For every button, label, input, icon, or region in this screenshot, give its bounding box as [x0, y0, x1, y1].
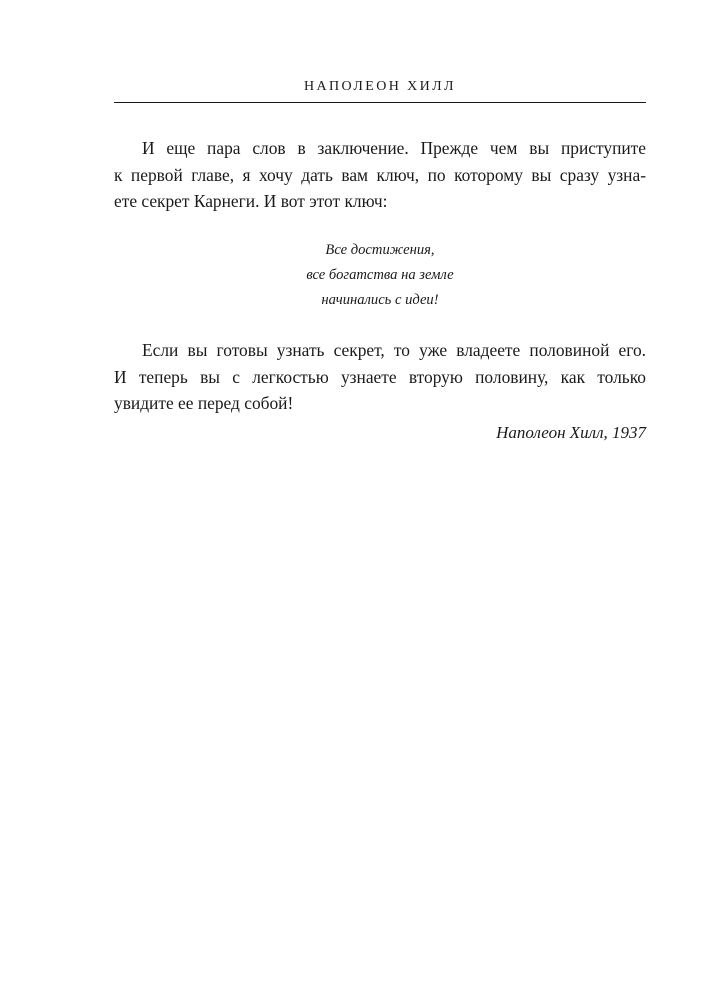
paragraph-conclusion [114, 337, 646, 417]
author-signature: Наполеон Хилл, 1937 [496, 423, 646, 442]
paragraph-line: к первой главе, я хочу дать вам ключ, по которому вы сразу узна- [114, 164, 646, 185]
paragraph-intro [114, 135, 646, 215]
epigraph-line: все богатства на земле [306, 267, 454, 283]
epigraph-line: Все достижения, [325, 242, 435, 258]
epigraph-line: начинались с идеи! [321, 292, 439, 308]
paragraph-line: Если вы готовы узнать секрет, то уже владеете половиной его. [142, 340, 646, 360]
running-head-title: НАПОЛЕОН ХИЛЛ [304, 79, 456, 94]
paragraph-line: И еще пара слов в заключение. Прежде чем вы приступите [142, 138, 646, 158]
paragraph-line: ете секрет Карнеги. И вот этот ключ: [114, 191, 388, 211]
epigraph-quote [114, 238, 646, 313]
header-rule [114, 102, 646, 103]
paragraph-line: И теперь вы с легкостью узнаете вторую половину, как только [114, 366, 646, 387]
paragraph-line: увидите ее перед собой! [114, 393, 294, 413]
